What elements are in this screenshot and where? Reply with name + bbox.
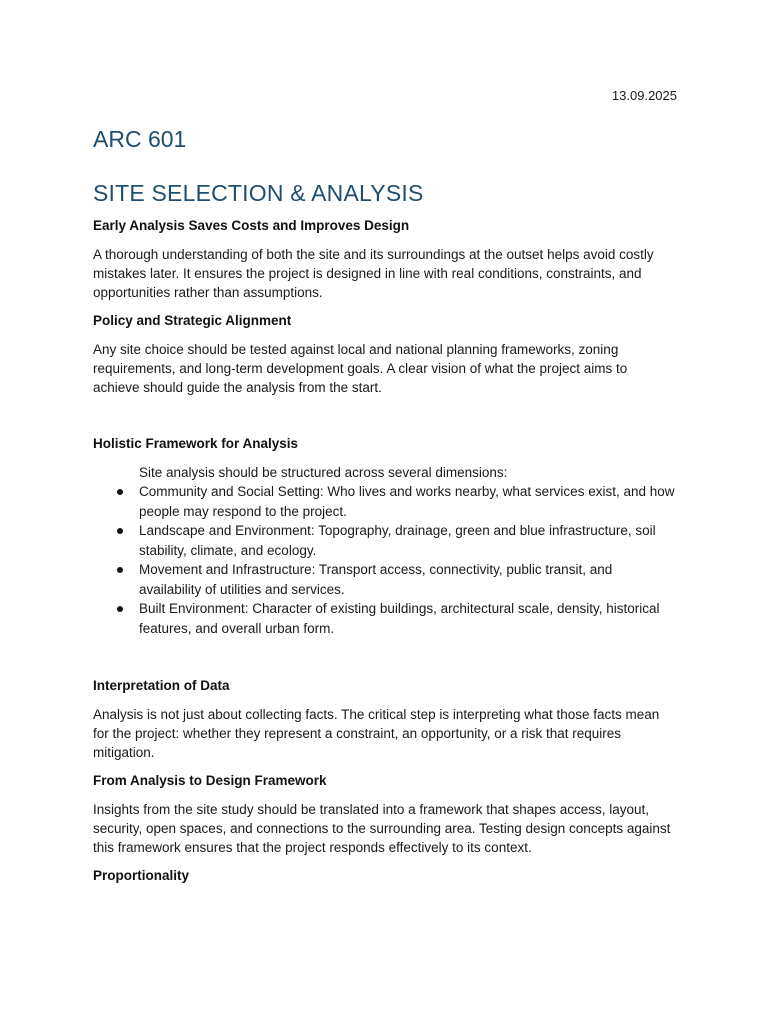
section-heading: Holistic Framework for Analysis: [93, 436, 299, 451]
section-heading: Policy and Strategic Alignment: [93, 313, 292, 328]
document-body: [93, 216, 677, 895]
list-item-text: Built Environment: Character of existing buildings, architectural scale, density, historical features, and overall urban form.: [139, 601, 660, 636]
section-heading: Early Analysis Saves Costs and Improves Design: [93, 218, 410, 233]
list-item: [93, 482, 677, 521]
section-early-analysis: [93, 216, 677, 302]
course-code: ARC 601: [93, 126, 187, 152]
list-item-text: Movement and Infrastructure: Transport access, connectivity, public transit, and availability of utilities and services.: [139, 562, 613, 597]
section-proportionality: [93, 866, 677, 885]
list-item: [93, 599, 677, 638]
bullet-icon: [117, 528, 123, 534]
spacer: [93, 406, 677, 434]
list-intro: Site analysis should be structured across several dimensions:: [139, 465, 508, 480]
section-paragraph: Analysis is not just about collecting facts. The critical step is interpreting what those facts mean for the project: whether they represent a constraint, an opportunity, or a risk that requires mitigation.: [93, 707, 660, 760]
bullet-icon: [117, 567, 123, 573]
list-item-text: Landscape and Environment: Topography, drainage, green and blue infrastructure, soil stability, climate, and ecology.: [139, 523, 656, 558]
section-paragraph: Insights from the site study should be translated into a framework that shapes access, layout, security, open spaces, and connections to the surrounding area. Testing design concepts against this framework ensures that the project responds effectively to its context.: [93, 802, 671, 855]
section-holistic-framework: [93, 434, 677, 638]
section-heading: Proportionality: [93, 868, 190, 883]
bullet-icon: [117, 489, 123, 495]
list-item-text: Community and Social Setting: Who lives and works nearby, what services exist, and how people may respond to the project.: [139, 484, 675, 519]
section-design-framework: [93, 771, 677, 857]
list-item: [93, 521, 677, 560]
section-paragraph: Any site choice should be tested against local and national planning frameworks, zoning requirements, and long-term development goals. A clear vision of what the project aims to achieve should guide the analysis from the start.: [93, 342, 628, 395]
section-heading: From Analysis to Design Framework: [93, 773, 327, 788]
bullet-icon: [117, 606, 123, 612]
document-date: 13.09.2025: [611, 88, 677, 103]
list-item: [93, 560, 677, 599]
section-heading: Interpretation of Data: [93, 678, 230, 693]
section-paragraph: A thorough understanding of both the site and its surroundings at the outset helps avoid costly mistakes later. It ensures the project is designed in line with real conditions, constraints, and opportunities rather than assumptions.: [93, 247, 654, 300]
document-title: SITE SELECTION & ANALYSIS: [93, 180, 424, 206]
dimension-list: [93, 482, 677, 638]
spacer: [93, 638, 677, 676]
section-interpretation: [93, 676, 677, 762]
section-policy: [93, 311, 677, 397]
